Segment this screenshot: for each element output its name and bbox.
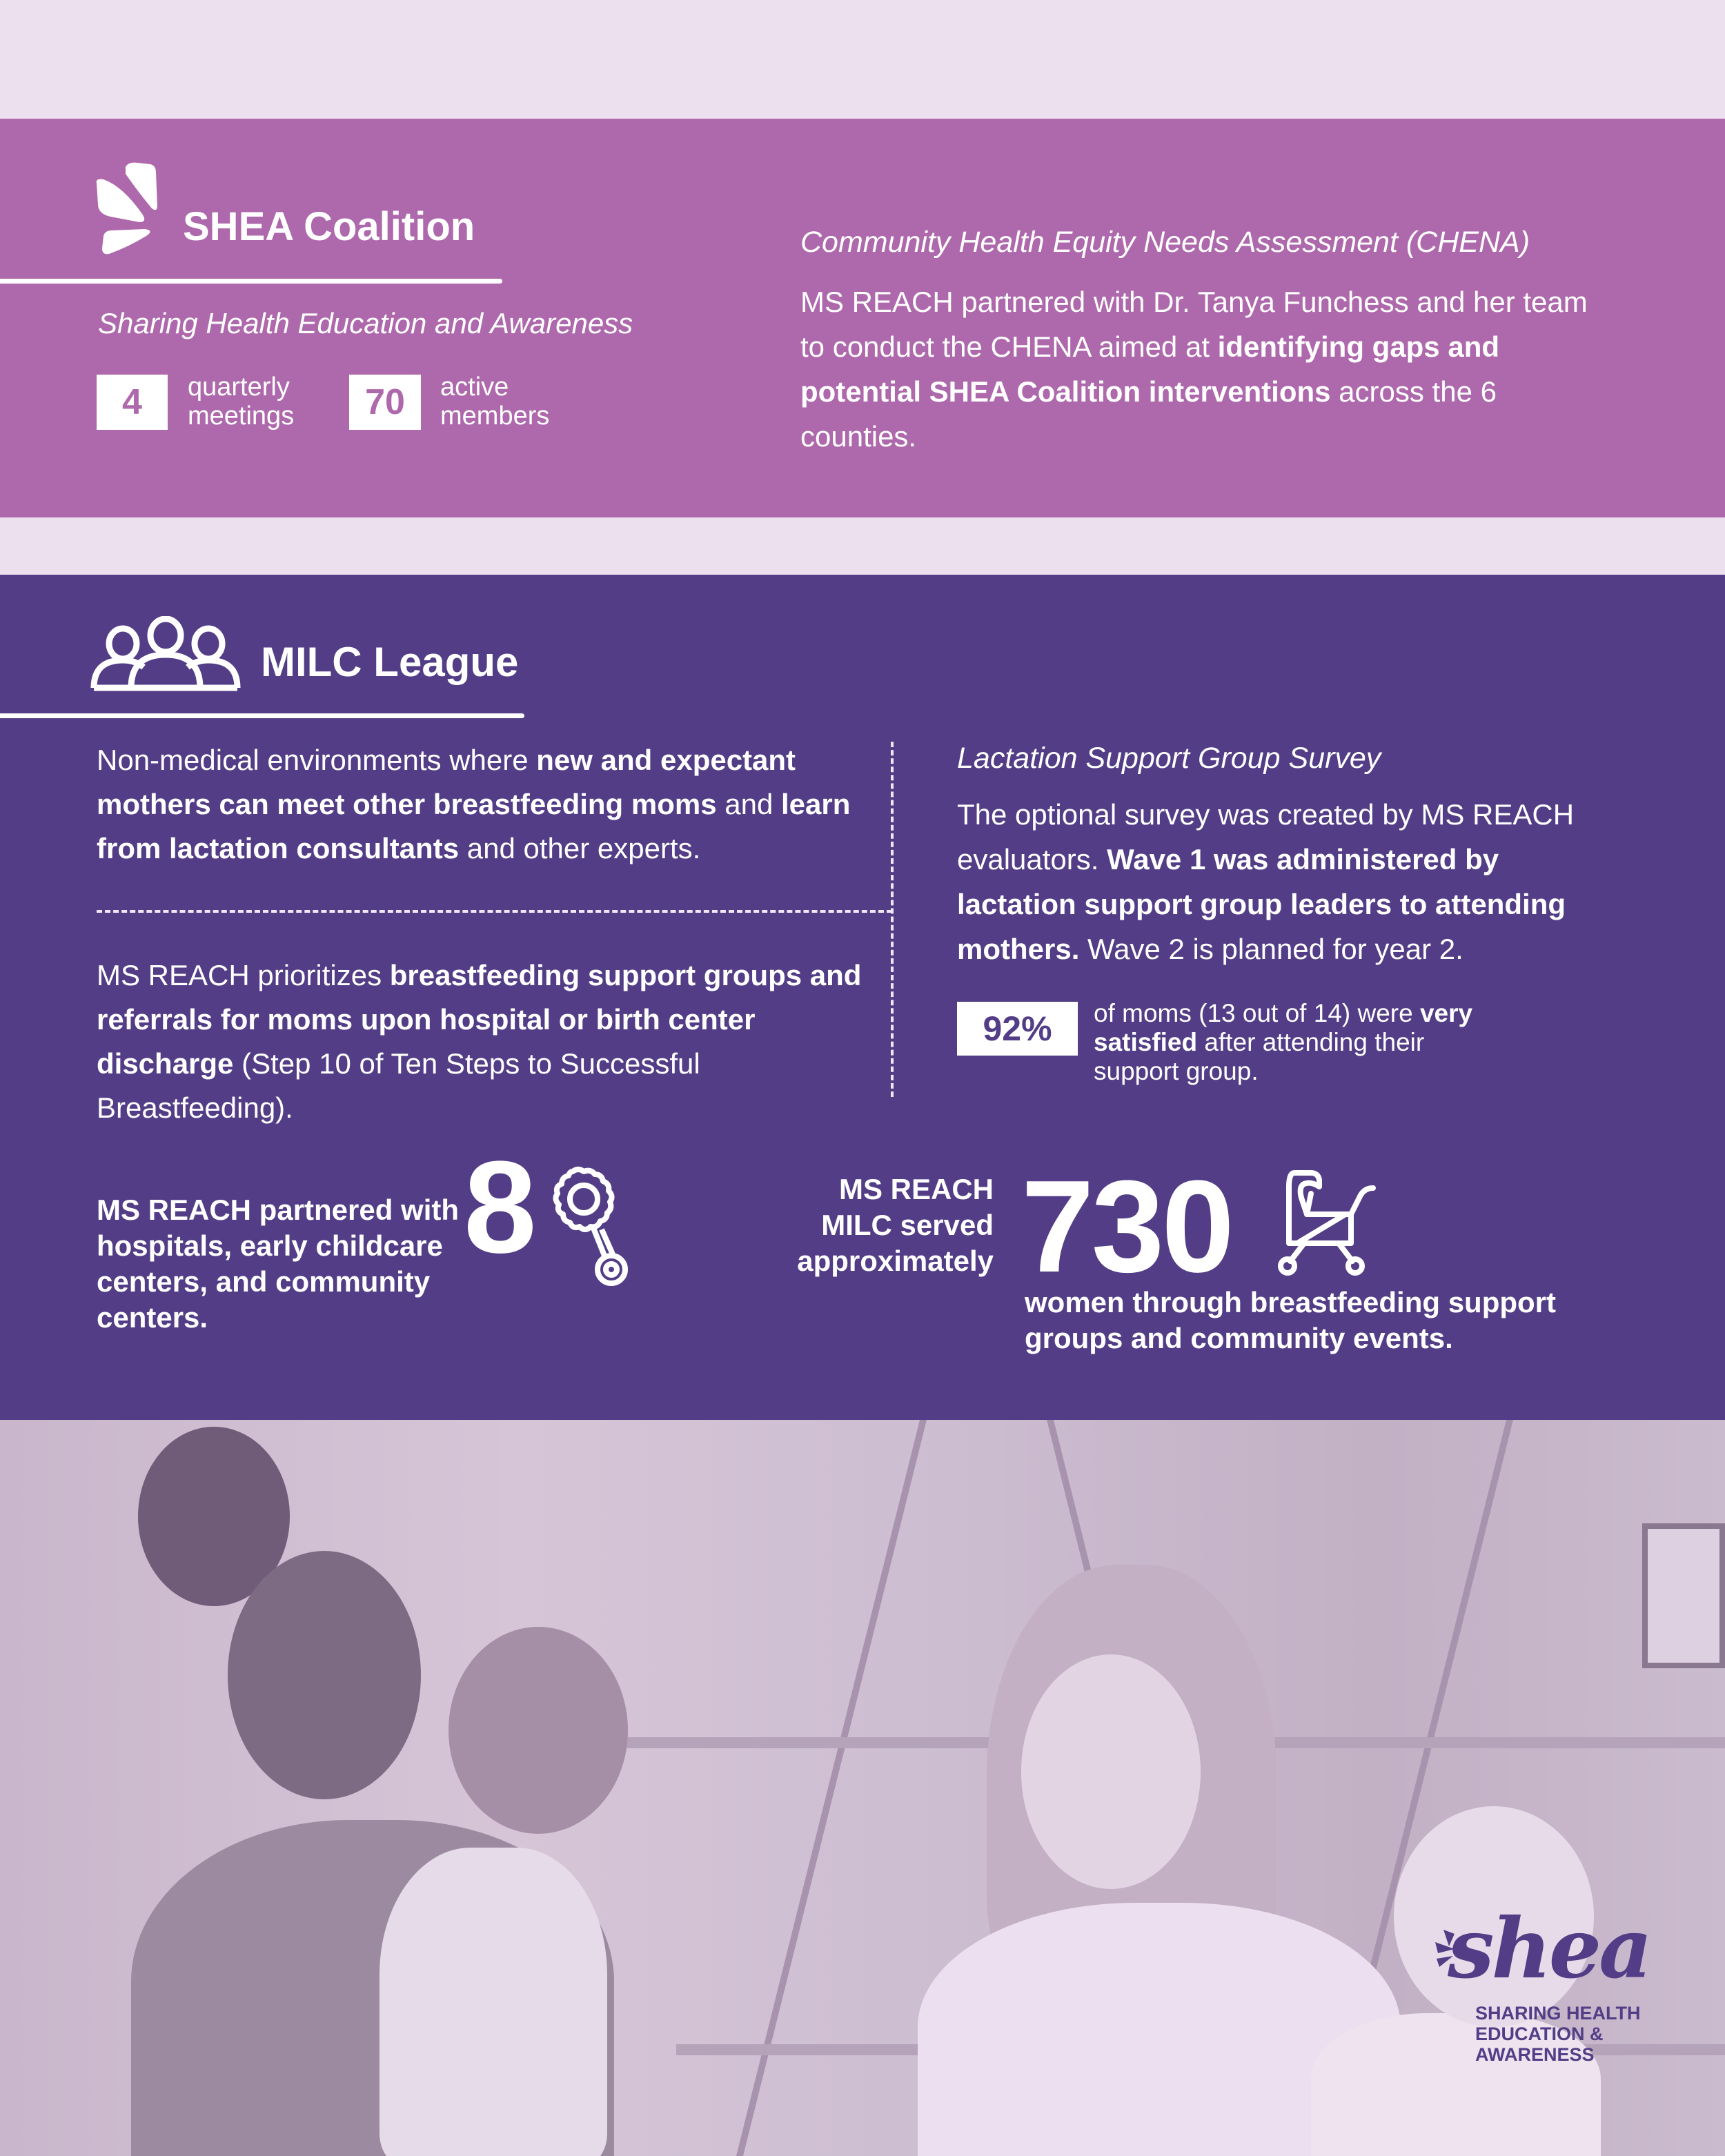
text: of moms (13 out of 14) were [1094, 999, 1420, 1027]
photo-woman1-head [228, 1551, 421, 1799]
tagline-line: EDUCATION & [1475, 2024, 1604, 2044]
top-band [0, 0, 1725, 119]
shea-brand-logo [1434, 1900, 1696, 2073]
highlight: new and expectant mothers can meet other breastfeeding moms [97, 744, 796, 820]
stat-active-members-label [440, 373, 549, 431]
chena-body [800, 279, 1601, 459]
shea-tagline [1475, 2003, 1641, 2065]
chena-text: across the 6 counties. [800, 375, 1497, 453]
stat-active-members-value: 70 [349, 375, 421, 430]
people-group-icon [90, 616, 241, 692]
photo-baby1-head [448, 1627, 628, 1834]
tagline-line: SHARING HEALTH [1475, 2003, 1641, 2024]
chena-title: Community Health Equity Needs Assessment (CHENA) [800, 226, 1530, 259]
survey-body [957, 792, 1619, 971]
text: MS REACH prioritizes [97, 959, 390, 991]
photo-woman2-face [1021, 1654, 1201, 1889]
stat-label-line: active [440, 373, 509, 402]
text: (Step 10 of Ten Steps to Successful Breastfeeding). [97, 1047, 700, 1124]
shea-wordmark: shea [1448, 1900, 1650, 1997]
tagline-line: AWARENESS [1475, 2044, 1595, 2065]
highlight: Wave 1 was administered by lactation support group leaders to attending mothers. [957, 843, 1566, 965]
text: Wave 2 is planned for year 2. [1079, 933, 1463, 965]
milc-league-title: MILC League [261, 639, 519, 685]
milc-priorities-text [97, 953, 883, 1130]
text: Non-medical environments where [97, 744, 537, 776]
text: The optional survey was created by MS REACH evaluators. [957, 798, 1575, 876]
shea-spark-icon [90, 159, 166, 255]
baby-stroller-icon [1270, 1166, 1380, 1276]
stat-label-line: quarterly [188, 373, 290, 402]
middle-band [0, 517, 1725, 575]
highlight: learn from lactation consultants [97, 788, 851, 864]
partners-text: MS REACH partnered with hospitals, early childcare centers, and community centers. [97, 1194, 460, 1334]
baby-rattle-icon [545, 1166, 628, 1290]
chena-text: MS REACH partnered with Dr. Tanya Funchess and her team to conduct the CHENA aimed at [800, 286, 1588, 363]
served-lead-text: MS REACH MILC served approximately [797, 1173, 994, 1277]
dashed-divider-vertical [891, 742, 894, 1097]
survey-title: Lactation Support Group Survey [957, 742, 1381, 775]
highlight: very satisfied [1094, 999, 1473, 1056]
chena-highlight: identifying gaps and potential SHEA Coalition interventions [800, 330, 1500, 408]
title-underline [0, 713, 524, 718]
stat-label-line: meetings [188, 402, 295, 431]
partners-count: 8 [464, 1134, 537, 1280]
women-served-count: 730 [1021, 1154, 1232, 1300]
highlight: breastfeeding support groups and referrals for moms upon hospital or birth center discharge [97, 959, 862, 1080]
served-description: women through breastfeeding support groups and community events. [1025, 1286, 1557, 1354]
shea-coalition-title: SHEA Coalition [183, 204, 475, 249]
milc-intro-text [97, 738, 883, 871]
text: and other experts. [459, 832, 701, 864]
text: after attending their support group. [1094, 1028, 1425, 1085]
title-underline [0, 279, 502, 284]
shea-subtitle: Sharing Health Education and Awareness [98, 307, 633, 339]
stat-label-line: members [440, 402, 550, 431]
photo-baby1-body [379, 1848, 607, 2156]
dashed-divider-horizontal [97, 910, 892, 913]
photo-wall-frame [1642, 1523, 1725, 1668]
satisfaction-percent-value: 92% [957, 1002, 1078, 1056]
stat-quarterly-meetings-value: 4 [97, 375, 168, 430]
satisfaction-description [1094, 999, 1480, 1086]
text: and [716, 788, 781, 820]
stat-quarterly-meetings-label [188, 373, 294, 431]
